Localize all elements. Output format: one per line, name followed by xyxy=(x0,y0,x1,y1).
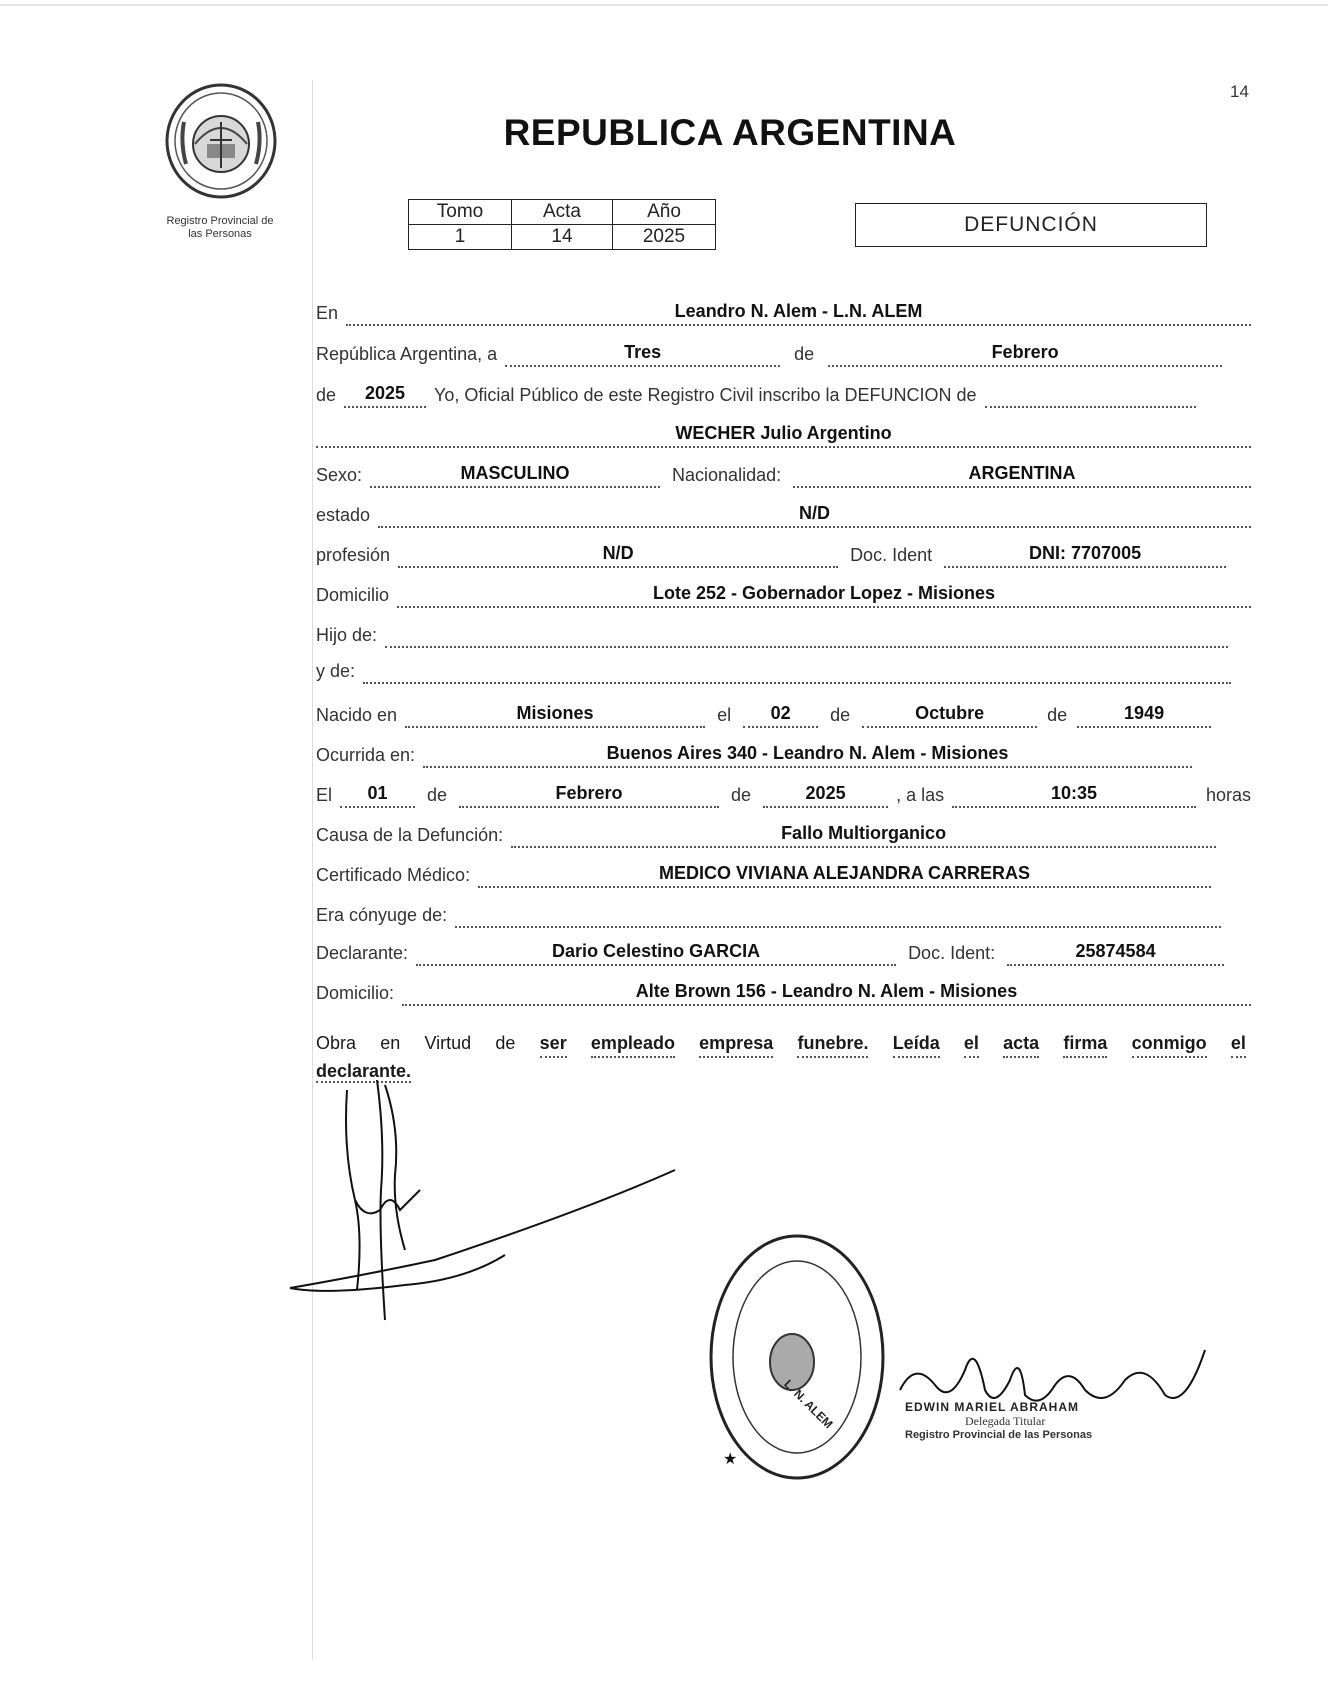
value-nac-mes: Octubre xyxy=(862,702,1037,728)
value-estado: N/D xyxy=(378,502,1251,528)
row-domicilio-declarante xyxy=(316,976,1251,1006)
row-hijo-de xyxy=(316,618,1228,648)
label-obra-2: en xyxy=(380,1033,401,1053)
value-nacionalidad: ARGENTINA xyxy=(793,462,1251,488)
row-certificado xyxy=(316,858,1211,888)
label-sexo: Sexo: xyxy=(316,465,363,485)
obra-word: funebre. xyxy=(797,1030,868,1058)
row-y-de xyxy=(316,654,1231,684)
value-declarante: Dario Celestino GARCIA xyxy=(416,940,896,966)
label-doc-ident-2: Doc. Ident: xyxy=(908,943,996,963)
label-obra-4: de xyxy=(495,1033,516,1053)
registry-name xyxy=(140,215,300,241)
value-documento: DNI: 7707005 xyxy=(944,542,1226,568)
value-nac-dia: 02 xyxy=(743,702,818,728)
record-type-box: DEFUNCIÓN xyxy=(855,203,1207,247)
value-nacido-en: Misiones xyxy=(405,702,705,728)
official-name: EDWIN MARIEL ABRAHAM xyxy=(905,1400,1079,1414)
obra-word: el xyxy=(1231,1030,1246,1058)
label-ocurrida-en: Ocurrida en: xyxy=(316,745,416,765)
margin-line xyxy=(312,80,313,1660)
province-seal xyxy=(162,82,280,200)
obra-word: Leída xyxy=(893,1030,940,1058)
value-nac-anio: 1949 xyxy=(1077,702,1211,728)
label-republica: República Argentina, a xyxy=(316,344,498,364)
anio-header: Año xyxy=(613,200,716,225)
obra-word: conmigo xyxy=(1132,1030,1207,1058)
label-de-1: de xyxy=(794,344,815,364)
value-causa: Fallo Multiorganico xyxy=(511,822,1216,848)
obra-word: empresa xyxy=(699,1030,773,1058)
value-hijo-de xyxy=(385,622,1228,648)
obra-word: ser xyxy=(540,1030,567,1058)
value-def-dia: 01 xyxy=(340,782,415,808)
label-a-las: , a las xyxy=(896,785,945,805)
value-domicilio: Lote 252 - Gobernador Lopez - Misiones xyxy=(397,582,1251,608)
value-ocurrida-en: Buenos Aires 340 - Leandro N. Alem - Misiones xyxy=(423,742,1192,768)
official-signature xyxy=(905,1400,1165,1441)
label-en: En xyxy=(316,303,339,323)
value-def-mes: Febrero xyxy=(459,782,719,808)
anio-value: 2025 xyxy=(613,225,716,250)
blank-fill xyxy=(985,382,1196,408)
value-conyuge xyxy=(455,902,1221,928)
acta-header: Acta xyxy=(512,200,613,225)
acta-value: 14 xyxy=(512,225,613,250)
svg-text:★: ★ xyxy=(723,1451,738,1468)
value-y-de xyxy=(363,658,1231,684)
row-conyuge xyxy=(316,898,1221,928)
tomo-header: Tomo xyxy=(409,200,512,225)
reference-table xyxy=(408,199,716,250)
label-conyuge: Era cónyuge de: xyxy=(316,905,448,925)
declarant-signature xyxy=(285,1060,685,1330)
label-de-6: de xyxy=(731,785,752,805)
label-yo: Yo, Oficial Público de este Registro Civil inscribo la DEFUNCION de xyxy=(434,385,977,405)
tomo-value: 1 xyxy=(409,225,512,250)
official-title: Delegada Titular xyxy=(965,1414,1046,1428)
label-de-5: de xyxy=(427,785,448,805)
value-declarante-doc: 25874584 xyxy=(1007,940,1224,966)
value-certificado: MEDICO VIVIANA ALEJANDRA CARRERAS xyxy=(478,862,1211,888)
registry-line-2: las Personas xyxy=(188,228,252,240)
obra-word: firma xyxy=(1063,1030,1107,1058)
label-y-de: y de: xyxy=(316,661,356,681)
label-de-3: de xyxy=(830,705,851,725)
label-profesion: profesión xyxy=(316,545,391,565)
page-title: REPUBLICA ARGENTINA xyxy=(503,112,957,153)
value-profesion: N/D xyxy=(398,542,838,568)
row-sexo xyxy=(316,458,1251,488)
row-fecha-def xyxy=(316,778,1251,808)
label-certificado: Certificado Médico: xyxy=(316,865,471,885)
label-hijo-de: Hijo de: xyxy=(316,625,378,645)
scan-edge xyxy=(0,4,1328,6)
label-obra-1: Obra xyxy=(316,1033,357,1053)
value-def-anio: 2025 xyxy=(763,782,888,808)
obra-word: acta xyxy=(1003,1030,1039,1058)
label-de-2: de xyxy=(316,385,337,405)
value-mes: Febrero xyxy=(828,341,1222,367)
value-declarante-domicilio: Alte Brown 156 - Leandro N. Alem - Misiones xyxy=(402,980,1251,1006)
value-lugar: Leandro N. Alem - L.N. ALEM xyxy=(346,300,1251,326)
row-domicilio xyxy=(316,578,1251,608)
page-number: 14 xyxy=(1230,82,1249,101)
label-doc-ident: Doc. Ident xyxy=(850,545,933,565)
label-de-4: de xyxy=(1047,705,1068,725)
delegation-stamp xyxy=(707,1232,887,1482)
label-declarante: Declarante: xyxy=(316,943,409,963)
official-org: Registro Provincial de las Personas xyxy=(905,1429,1093,1441)
row-estado xyxy=(316,498,1251,528)
label-domicilio-2: Domicilio: xyxy=(316,983,395,1003)
stamp-center-text: L. N. ALEM xyxy=(781,1376,836,1432)
label-obra-3: Virtud xyxy=(424,1033,472,1053)
label-estado: estado xyxy=(316,505,371,525)
row-causa xyxy=(316,818,1216,848)
label-nacionalidad: Nacionalidad: xyxy=(672,465,782,485)
row-anio xyxy=(316,378,1196,408)
value-def-hora: 10:35 xyxy=(952,782,1196,808)
value-anio: 2025 xyxy=(344,382,426,408)
row-fecha xyxy=(316,337,1222,367)
row-ocurrida xyxy=(316,738,1192,768)
label-domicilio: Domicilio xyxy=(316,585,390,605)
row-nacido xyxy=(316,698,1211,728)
value-sexo: MASCULINO xyxy=(370,462,660,488)
row-declarante xyxy=(316,936,1224,966)
row-profesion xyxy=(316,538,1226,568)
obra-word: el xyxy=(964,1030,979,1058)
label-el-cap: El xyxy=(316,785,333,805)
value-dia: Tres xyxy=(505,341,780,367)
obra-line-2: declarante. xyxy=(316,1061,412,1081)
label-nacido-en: Nacido en xyxy=(316,705,398,725)
label-horas: horas xyxy=(1205,785,1251,805)
label-causa: Causa de la Defunción: xyxy=(316,825,504,845)
row-lugar xyxy=(316,296,1251,326)
label-el: el xyxy=(717,705,732,725)
row-nombre xyxy=(316,418,1251,448)
registry-line-1: Registro Provincial de xyxy=(166,215,274,227)
value-nombre: WECHER Julio Argentino xyxy=(316,422,1251,448)
obra-word: empleado xyxy=(591,1030,675,1058)
